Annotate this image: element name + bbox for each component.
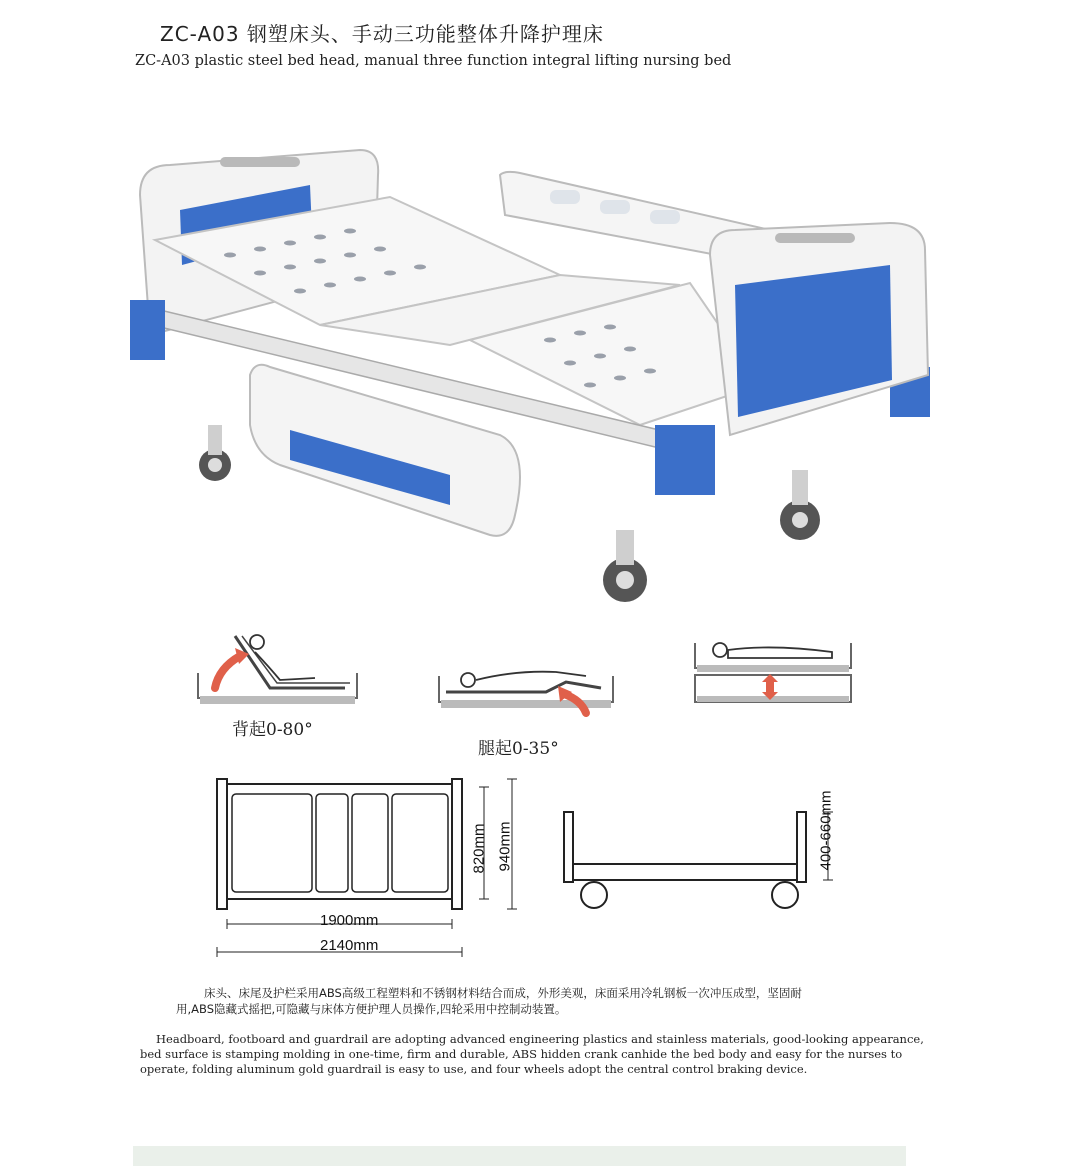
title-chinese: ZC-A03 钢塑床头、手动三功能整体升降护理床 bbox=[160, 22, 604, 46]
total-height-label: 940mm bbox=[496, 821, 514, 872]
leg-raise-label: 腿起0-35° bbox=[478, 739, 559, 759]
title-english: ZC-A03 plastic steel bed head, manual three function integral lifting nursing bed bbox=[135, 53, 732, 69]
back-raise-icon bbox=[195, 628, 360, 710]
description-chinese: 床头、床尾及护栏采用ABS高级工程塑料和不锈钢材料结合而成，外形美观，床面采用冷轧钢板一次冲压成型，坚固耐用,ABS隐藏式摇把,可隐藏与床体方便护理人员操作,四轮采用中控制动装置。 bbox=[176, 986, 802, 1016]
dimension-drawing-front bbox=[560, 808, 850, 912]
inner-height-label: 820mm bbox=[470, 823, 488, 874]
bed-product-photo bbox=[120, 135, 950, 615]
height-lift-icon bbox=[692, 640, 854, 706]
back-raise-label: 背起0-80° bbox=[232, 720, 313, 740]
total-length-label: 2140mm bbox=[320, 937, 379, 954]
lift-range-label: 400-660mm bbox=[817, 790, 835, 871]
leg-raise-icon bbox=[436, 658, 616, 720]
footer-band bbox=[133, 1146, 906, 1166]
inner-length-label: 1900mm bbox=[320, 912, 379, 929]
description-english: Headboard, footboard and guardrail are adopting advanced engineering plastics and stainless materials, good-looking appearance, bed surface is stamping molding in one-time, firm and durable, ABS hidden crank canhide the bed body and easy for the nurses to operate, folding aluminum gold guardrail is easy to use, and four wheels adopt the central control braking device. bbox=[140, 1032, 924, 1076]
